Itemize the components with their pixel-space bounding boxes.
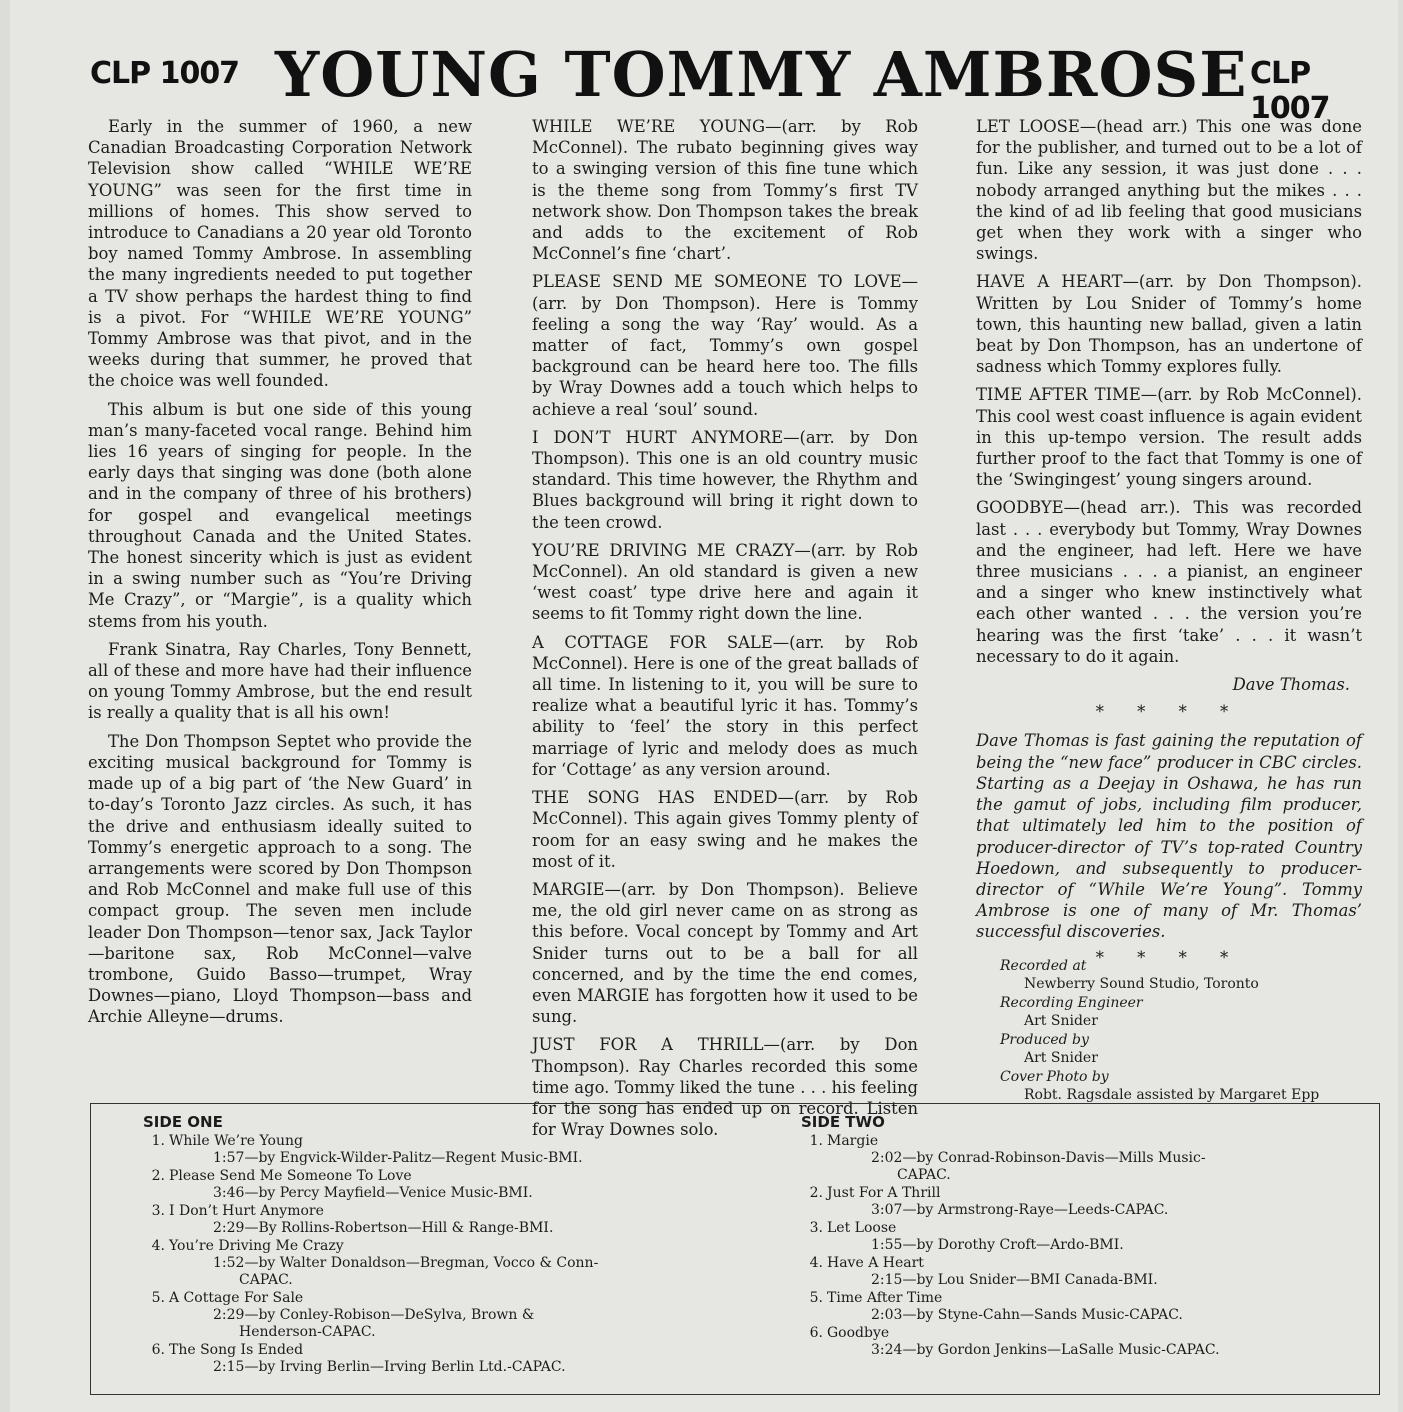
track-item [801, 1325, 1321, 1359]
song-note: WHILE WE’RE YOUNG—(arr. by Rob McConnel). The rubato beginning gives way to a swinging version of this fine tune which is the theme song from Tommy’s first TV network show. Don Thompson takes the break and adds to the excitement of Rob McConnel’s fine ‘chart’. [532, 117, 918, 264]
track-title: Margie [827, 1133, 879, 1149]
track-item [801, 1185, 1321, 1219]
engineer-value: Art Snider [1024, 1012, 1098, 1029]
track-title: The Song Is Ended [169, 1342, 304, 1358]
side-one-heading: SIDE ONE [143, 1113, 223, 1131]
song-note: YOU’RE DRIVING ME CRAZY—(arr. by Rob McConnel). An old standard is given a new ‘west coast’ type drive here and again it seems to fit Tommy right down the line. [532, 540, 918, 624]
separator-stars-2: * * * * [1095, 947, 1243, 967]
produced-value: Art Snider [1024, 1049, 1098, 1066]
track-listing-box [90, 1103, 1380, 1395]
track-title: Time After Time [827, 1290, 943, 1306]
song-note: TIME AFTER TIME—(arr. by Rob McConnel). This cool west coast influence is again evident in this up-tempo version. The result adds further proof to the fact that Tommy is one of the ‘Swingingest’ young singers around. [976, 385, 1362, 490]
track-item [801, 1133, 1321, 1184]
track-item [801, 1255, 1321, 1289]
album-title: YOUNG TOMMY AMBROSE [275, 38, 1248, 111]
track-number: 3. [809, 1220, 823, 1236]
track-credit: 3:46—by Percy Mayfield—Venice Music-BMI. [213, 1185, 533, 1201]
track-credit: 1:57—by Engvick-Wilder-Palitz—Regent Music-BMI. [213, 1150, 583, 1166]
track-number: 3. [151, 1203, 165, 1219]
track-number: 4. [809, 1255, 823, 1271]
catalog-number-right: CLP 1007 [1250, 56, 1330, 126]
liner-notes-column-1 [88, 116, 472, 1035]
track-item [801, 1290, 1321, 1324]
track-number: 6. [809, 1325, 823, 1341]
song-note: JUST FOR A THRILL—(arr. by Don Thompson). Ray Charles recorded this some time ago. Tommy liked the tune . . . his feeling for the song has ended up on record. Listen for Wray Downes solo. [532, 1035, 918, 1140]
song-note: HAVE A HEART—(arr. by Don Thompson). Written by Lou Snider of Tommy’s home town, this haunting new ballad, given a latin beat by Don Thompson, has an undertone of sadness which Tommy explores fully. [976, 272, 1362, 377]
track-credit: 2:02—by Conrad-Robinson-Davis—Mills Music- [871, 1150, 1206, 1166]
recorded-label: Recorded at [1000, 958, 1087, 974]
song-note: THE SONG HAS ENDED—(arr. by Rob McConnel). This again gives Tommy plenty of room for an easy swing and he makes the most of it. [532, 788, 918, 871]
song-note: MARGIE—(arr. by Don Thompson). Believe me, the old girl never came on as strong as this before. Vocal concept by Tommy and Art Snider turns out to be a ball for all concerned, and by the time the end comes, even MARGIE has forgotten how it used to be sung. [532, 879, 918, 1027]
author-signature: Dave Thomas. [1232, 675, 1350, 695]
paragraph: This album is but one side of this young man’s many-faceted vocal range. Behind him lies 16 years of singing for people. In the early days that singing was done (both alone and in the company of three of his brothers) for gospel and evangelical meetings throughout Canada and the United States. The honest sincerity which is just as evident in a swing number such as “You’re Driving Me Crazy”, or “Margie”, is a quality which stems from his youth. [88, 399, 472, 631]
track-title: While We’re Young [169, 1133, 303, 1149]
song-note: A COTTAGE FOR SALE—(arr. by Rob McConnel). Here is one of the great ballads of all time. In listening to it, you will be sure to realize what a beautiful lyric it has. Tommy’s ability to ‘feel’ the story in this perfect marriage of lyric and melody does as much for ‘Cottage’ as any version around. [532, 632, 918, 779]
track-title: Just For A Thrill [827, 1185, 941, 1201]
track-title: Let Loose [827, 1220, 897, 1236]
track-item [143, 1238, 663, 1289]
album-back-cover [10, 0, 1398, 1412]
track-title: You’re Driving Me Crazy [169, 1238, 344, 1254]
track-item [143, 1203, 663, 1237]
produced-label: Produced by [1000, 1032, 1089, 1048]
recorded-value: Newberry Sound Studio, Toronto [1024, 975, 1259, 992]
track-number: 5. [151, 1290, 165, 1306]
track-number: 2. [151, 1168, 165, 1184]
producer-bio: Dave Thomas is fast gaining the reputation of being the “new face” producer in CBC circles. Starting as a Deejay in Oshawa, he has run the gamut of jobs, including film producer, that ultimately led him to the position of producer-director of TV’s top-rated Country Hoedown, and subsequently to producer-director of “While We’re Young”. Tommy Ambrose is one of many of Mr. Thomas’ successful discoveries. [976, 731, 1362, 942]
separator-stars: * * * * [1095, 702, 1243, 722]
track-item [143, 1168, 663, 1202]
track-number: 1. [151, 1133, 165, 1149]
song-note: GOODBYE—(head arr.). This was recorded last . . . everybody but Tommy, Wray Downes and the engineer, had left. Here we have three musicians . . . a pianist, an engineer and a singer who knew instinctively what each other wanted . . . the version you’re hearing was the first ‘take’ . . . it wasn’t necessary to do it again. [976, 498, 1362, 666]
track-credit: 2:29—By Rollins-Robertson—Hill & Range-BMI. [213, 1220, 554, 1236]
track-item [143, 1133, 663, 1167]
track-title: A Cottage For Sale [169, 1290, 304, 1306]
track-number: 5. [809, 1290, 823, 1306]
track-credit: 2:29—by Conley-Robison—DeSylva, Brown & [213, 1307, 535, 1323]
track-number: 1. [809, 1133, 823, 1149]
track-credit-continued: CAPAC. [897, 1167, 951, 1183]
track-title: Please Send Me Someone To Love [169, 1168, 412, 1184]
song-note: I DON’T HURT ANYMORE—(arr. by Don Thompson). This one is an old country music standard. This time however, the Rhythm and Blues background will bring it right down to the teen crowd. [532, 427, 918, 532]
side-one [143, 1114, 663, 1377]
photo-value: Robt. Ragsdale assisted by Margaret Epp [1024, 1086, 1320, 1103]
catalog-number-left: CLP 1007 [90, 56, 240, 91]
track-credit: 3:24—by Gordon Jenkins—LaSalle Music-CAPAC. [871, 1342, 1220, 1358]
track-credit: 2:15—by Lou Snider—BMI Canada-BMI. [871, 1272, 1158, 1288]
side-two [801, 1114, 1321, 1360]
track-credit: 1:55—by Dorothy Croft—Ardo-BMI. [871, 1237, 1124, 1253]
track-number: 2. [809, 1185, 823, 1201]
song-note: LET LOOSE—(head arr.) This one was done for the publisher, and turned out to be a lot of fun. Like any session, it was just done . . . nobody arranged anything but the mikes . . . the kind of ad lib feeling that good musicians get when they work with a singer who swings. [976, 117, 1362, 264]
paragraph: The Don Thompson Septet who provide the exciting musical background for Tommy is made up of a big part of ‘the New Guard’ in to-day’s Toronto Jazz circles. As such, it has the drive and enthusiasm ideally suited to Tommy’s energetic approach to a song. The arrangements were scored by Don Thompson and Rob McConnel and make full use of this compact group. The seven men include leader Don Thompson—tenor sax, Jack Taylor—baritone sax, Rob McConnel—valve trombone, Guido Basso—trumpet, Wray Downes—piano, Lloyd Thompson—bass and Archie Alleyne—drums. [88, 731, 472, 1027]
track-credit-continued: CAPAC. [239, 1272, 293, 1288]
track-title: Have A Heart [827, 1255, 924, 1271]
track-credit: 1:52—by Walter Donaldson—Bregman, Vocco & Conn- [213, 1255, 599, 1271]
production-credits [1000, 958, 1380, 1106]
track-item [801, 1220, 1321, 1254]
track-number: 4. [151, 1238, 165, 1254]
song-note: PLEASE SEND ME SOMEONE TO LOVE—(arr. by Don Thompson). Here is Tommy feeling a song the way ‘Ray’ would. As a matter of fact, Tommy’s own gospel background can be heard here too. The fills by Wray Downes add a touch which helps to achieve a real ‘soul’ sound. [532, 272, 918, 419]
paragraph: Early in the summer of 1960, a new Canadian Broadcasting Corporation Network Television show called “WHILE WE’RE YOUNG” was seen for the first time in millions of homes. This show served to introduce to Canadians a 20 year old Toronto boy named Tommy Ambrose. In assembling the many ingredients needed to put together a TV show perhaps the hardest thing to find is a pivot. For “WHILE WE’RE YOUNG” Tommy Ambrose was that pivot, and in the weeks during that summer, he proved that the choice was well founded. [88, 117, 472, 391]
photo-label: Cover Photo by [1000, 1069, 1109, 1085]
track-title: I Don’t Hurt Anymore [169, 1203, 324, 1219]
track-item [143, 1290, 663, 1341]
track-item [143, 1342, 663, 1376]
track-credit: 3:07—by Armstrong-Raye—Leeds-CAPAC. [871, 1202, 1169, 1218]
track-credit-continued: Henderson-CAPAC. [239, 1324, 376, 1340]
liner-notes-column-3 [976, 116, 1362, 976]
track-number: 6. [151, 1342, 165, 1358]
track-title: Goodbye [827, 1325, 890, 1341]
liner-notes-column-2 [532, 116, 918, 1147]
side-two-heading: SIDE TWO [801, 1113, 885, 1131]
track-credit: 2:03—by Styne-Cahn—Sands Music-CAPAC. [871, 1307, 1183, 1323]
engineer-label: Recording Engineer [1000, 995, 1143, 1011]
track-credit: 2:15—by Irving Berlin—Irving Berlin Ltd.-CAPAC. [213, 1359, 566, 1375]
paragraph: Frank Sinatra, Ray Charles, Tony Bennett, all of these and more have had their influence on young Tommy Ambrose, but the end result is really a quality that is all his own! [88, 639, 472, 723]
